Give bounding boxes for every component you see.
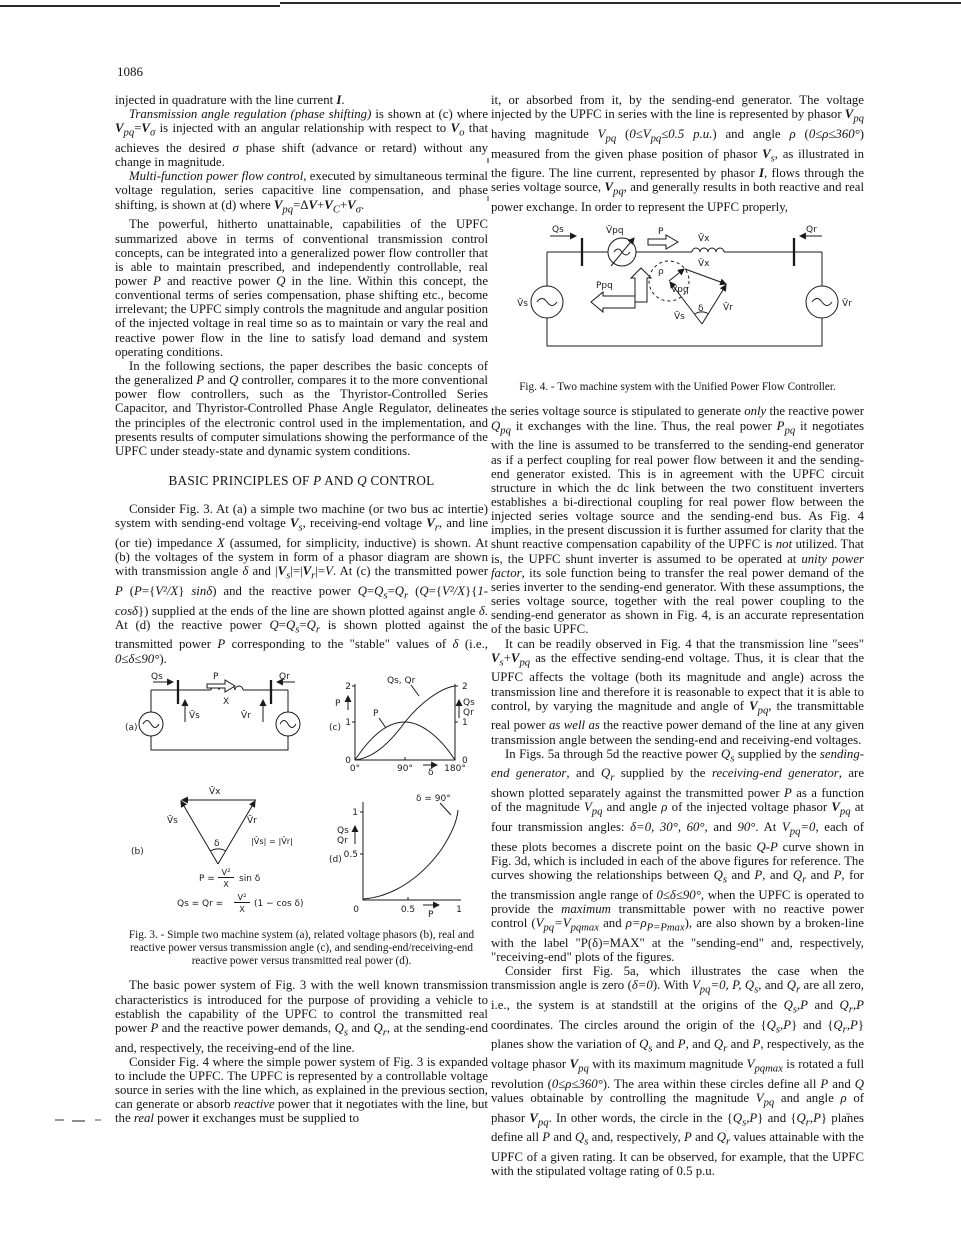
fig3-d-tick: 0.5	[343, 849, 358, 860]
fig4-label-qs: Qs	[551, 225, 564, 236]
figure-4-diagram	[492, 224, 864, 376]
fig3-label-qr: Qr	[278, 671, 290, 682]
fig4-phasor-delta: δ	[697, 304, 704, 315]
fig3-b-formula: P =	[198, 873, 215, 884]
fig3-c-tick: 1	[461, 717, 468, 728]
fig4-phasor-vs: V̄s	[673, 312, 685, 323]
fig3-b-formula: V²	[237, 891, 246, 902]
fig4-label-vx: V̄x	[697, 234, 709, 245]
fig3-b-formula: sin δ	[238, 873, 260, 884]
power-flow-arrow	[207, 680, 235, 692]
fig4-phasor-rho: ρ	[657, 267, 664, 278]
fig3-b-magnitude-note: |V̄s| = |V̄r|	[250, 835, 293, 846]
paragraph: Multi-function power flow control, executed by simultaneous terminal voltage regulation, series capacitive line compensation, and phase shifting, is shown at (d) where $V_{pq}=\Delta V+V_C+V_\sigma$.	[115, 169, 488, 216]
scan-artifact-smudge	[55, 1119, 64, 1121]
paragraph: It can be readily observed in Fig. 4 that the transmission line "sees" $V_s+V_{pq}$ as the effective sending-end voltage. Thus, it is clear that the UPFC affects the voltage (both its magnitude and angle) across the transmission line and therefore it is reasonable to expect that it is able to control, by varying the magnitude and angle of $V_{pq}$, the transmittable real power as well as the reactive power demand of the line at any given transmission angle between the sending-end and receiving-end voltages.	[491, 636, 865, 747]
paragraph: injected in quadrature with the line current I.	[115, 93, 345, 107]
fig4-phasor-vr: V̄r	[722, 303, 733, 314]
fig3-panel-a-circuit	[125, 672, 300, 750]
fig3-b-formula: X	[238, 903, 245, 914]
real-power-arrow	[648, 235, 678, 249]
fig3-b-formula: V²	[221, 866, 230, 877]
figure-3	[115, 672, 488, 969]
fig3-d-xtick: 0.5	[400, 904, 415, 915]
fig3-c-xtick: 90°	[396, 763, 413, 774]
fig3-d-annotation: δ = 90°	[415, 793, 451, 804]
figure-3-diagram	[123, 672, 481, 924]
fig3-d-xtick: 1	[455, 904, 462, 915]
right-column	[491, 93, 864, 1178]
fig3-panel-d-tag: (d)	[328, 854, 342, 865]
paragraph: Consider Fig. 4 where the simple power system of Fig. 3 is expanded to include the UPFC. The UPFC is represented by a controllable voltage source in series with the line which, as explained in the previous section, can generate or absorb reactive power that it negotiates with the line, but the real power it exchanges must be supplied to	[115, 1054, 488, 1126]
fig3-panel-c-plot	[329, 676, 475, 778]
fig3-label-x: X	[222, 696, 229, 707]
figure-4	[491, 224, 864, 394]
fig3-c-xtick: 0°	[349, 763, 360, 774]
paragraph: the series voltage source is stipulated to generate only the reactive power $Q_{pq}$ it exchanges with the line. Thus, the real power $P_{pq}$ it negotiates with the line is assumed to be transferred to the sending-end generator as if a perfect coupling for real power flow between it and the sending-end generator existed. This is in agreement with the UPFC circuit structure in which the dc link between the two constituent inverters establishes a bi-directional coupling for real power flow between the injected series voltage source and the sending-end bus. As Fig. 4 implies, in the present discussion it is further assumed for clarity that the shunt reactive compensation capability of the UPFC is not utilized. That is, the UPFC shunt inverter is assumed to be operated at unity power factor, its sole function being to transfer the real power demand of the series inverter to the sending-end generator. With these assumptions, the series voltage source, together with the real power coupling to the sending-end generator as shown in Fig. 4, is an accurate representation of the basic UPFC.	[491, 404, 864, 637]
fig4-label-p: P	[657, 227, 663, 238]
fig3-c-ylabel-right: Qr	[462, 707, 474, 718]
fig4-label-vpq: V̄pq	[605, 226, 624, 237]
paragraph: it, or absorbed from it, by the sending-end generator. The voltage injected by the UPFC in series with the line is represented by phasor $V_{pq}$ having magnitude $V_{pq}$ ($0\le V_{pq}\le 0.5$ p.u.) and angle ρ (0≤ρ≤360°) measured from the given phase position of phasor $V_s$, as illustrated in the figure. The line current, represented by phasor I, flows through the series voltage source, $V_{pq}$, and generally results in both reactive and real power exchange. In order to represent the UPFC properly,	[491, 93, 864, 215]
fig3-c-curve-label: P	[372, 708, 378, 719]
fig3-c-xtick: 180°	[443, 763, 466, 774]
curve-p	[355, 722, 455, 760]
section-heading: BASIC PRINCIPLES OF P AND Q CONTROL	[168, 473, 435, 488]
fig4-label-vs: V̄s	[516, 299, 528, 310]
scan-artifact-smudge	[72, 1120, 85, 1122]
paragraph: Transmission angle regulation (phase shifting) is shown at (c) where $V_{pq}=V_\sigma$ is injected with an angular relationship with respect to $V_o$ that achieves the desired σ phase shift (advance or retard) without any change in magnitude.	[115, 107, 489, 170]
fig3-panel-a-tag: (a)	[124, 722, 138, 733]
fig4-phasor-vx: V̄x	[697, 259, 709, 270]
page-number: 1086	[117, 64, 143, 79]
fig3-b-label: δ	[213, 838, 220, 849]
paragraph: Consider first Fig. 5a, which illustrates the case when the transmission angle is zero (δ=0). With $V_{pq}=0$, P, $Q_s$, and $Q_r$ are all zero, i.e., the system is at standstill at the origins of the $Q_s,P$ and $Q_r,P$ coordinates. The circles around the origin of the $\{Q_s,P\}$ and $\{Q_r,P\}$ planes show the variation of $Q_s$ and P, and $Q_r$ and P, respectively, as the voltage phasor $V_{pq}$ with its maximum magnitude $V_{pqmax}$ is rotated a full revolution (0≤ρ≤360°). The area within these circles define all P and Q values obtainable by controlling the magnitude $V_{pq}$ and angle ρ of phasor $V_{pq}$. In other words, the circle in the $\{Q_s,P\}$ and $\{Q_r,P\}$ planes define all P and $Q_s$ and, respectively, P and $Q_r$ values attainable with the UPFC of a given rating. It can be observed, for example, that the UPFC with the stipulated voltage rating of 0.5 p.u.	[491, 964, 865, 1179]
fig3-d-tick: 1	[351, 807, 358, 818]
paragraph: The powerful, hitherto unattainable, capabilities of the UPFC summarized above in terms of conventional transmission control concepts, can be integrated into a generalized power flow controller that is able to maintain prescribed, and independently controllable, real power P and reactive power Q in the line. Within this concept, the conventional terms of series compensation, phase shifting etc., become irrelevant; the UPFC simply controls the magnitude and angular position of the injected voltage in real time so as to maintain or vary the real and reactive power flow in the line to satisfy load demand and system operating conditions.	[115, 217, 488, 359]
fig3-c-curve-label: Qs, Qr	[386, 675, 415, 686]
fig3-panel-b-tag: (b)	[130, 846, 144, 857]
left-column	[115, 93, 488, 1125]
curve-qs-qr	[355, 686, 455, 760]
fig3-c-tick: 2	[344, 681, 351, 692]
fig3-b-formula: X	[222, 878, 229, 889]
fig3-d-xlabel: P	[427, 909, 433, 920]
fig3-panel-d-plot	[329, 794, 462, 920]
fig3-label-p: P	[212, 671, 218, 682]
figure-4-caption: Fig. 4. - Two machine system with the Unified Power Flow Controller.	[519, 381, 836, 394]
fig3-b-label: V̄x	[208, 786, 220, 797]
paragraph: Consider Fig. 3. At (a) a simple two machine (or two bus ac intertie) system with sending-end voltage $V_s$, receiving-end voltage $V_r$, and line (or tie) impedance X (assumed, for simplicity, inductive) is shown. At (b) the voltages of the system in form of a phasor diagram are shown with transmission angle δ and $|V_s|=|V_r|=V$. At (c) the transmitted power P (P={V²/X} sinδ) and the reactive power $Q=Q_s=Q_r$ (Q={V²/X}{1-cosδ}) supplied at the ends of the line are shown plotted against angle δ. At (d) the reactive power $Q=Q_s=Q_r$ is shown plotted against the transmitted power P corresponding to the "stable" values of δ (i.e., 0≤δ≤90°).	[115, 502, 489, 666]
fig3-c-ylabel: P	[334, 698, 340, 709]
fig3-d-ylabel: Qs	[336, 825, 349, 836]
curve-q-vs-p	[363, 810, 458, 899]
fig4-label-ppq: Ppq	[595, 281, 613, 292]
fig3-b-formula: Qs = Qr =	[176, 898, 223, 909]
fig3-b-formula: (1 − cos δ)	[253, 898, 304, 909]
paragraph: The basic power system of Fig. 3 with the well known transmission characteristics is introduced for the purpose of providing a vehicle to establish the capability of the UPFC to control the transmitted real power P and the reactive power demands, $Q_s$ and $Q_r$, at the sending-end and, respectively, the receiving-end of the line.	[115, 978, 488, 1055]
fig3-c-tick: 2	[461, 681, 468, 692]
fig3-panel-b-phasors	[131, 785, 304, 914]
figure-3-caption: Fig. 3. - Simple two machine system (a), related voltage phasors (b), real and reactive power versus transmission angle (c), and sending-end/receiving-end reactive power versus transmitted real power (d).	[128, 928, 475, 968]
scan-artifact-smudge	[95, 1119, 101, 1121]
fig3-panel-c-tag: (c)	[328, 722, 341, 733]
fig3-c-ylabel-right: Qs	[462, 697, 475, 708]
paragraph: In Figs. 5a through 5d the reactive power $Q_s$ supplied by the sending-end generator, and $Q_r$ supplied by the receiving-end generator, are shown plotted separately against the transmitted power P as a function of the magnitude $V_{pq}$ and angle ρ of the injected voltage phasor $V_{pq}$ at four transmission angles: δ=0, 30°, 60°, and 90°. At $V_{pq}=0$, each of these plots becomes a discrete point on the basic Q-P curve shown in Fig. 3d, which is included in each of the above figures for reference. The curves showing the relationships between $Q_s$ and P, and $Q_r$ and P, for the transmission angle range of 0≤δ≤90°, when the UPFC is operated to provide the maximum transmittable power with no reactive power control ($V_{pq}=V_{pqmax}$ and $\rho=\rho_{P=Pmax}$), are also shown by a broken-line with the label "P(δ)=MAX" at the "sending-end" and, respectively, "receiving-end" plots of the figures.	[491, 746, 865, 964]
fig3-label-vr: V̄r	[240, 710, 251, 721]
ppq-left-arrow	[591, 292, 635, 312]
scan-artifact-top-edge	[280, 2, 961, 4]
fig3-b-label: V̄r	[246, 815, 257, 826]
fig3-c-tick: 1	[344, 717, 351, 728]
fig4-label-vr: V̄r	[841, 299, 852, 310]
fig3-d-tick: 0	[352, 904, 359, 915]
scan-artifact-top-edge	[0, 5, 280, 7]
fig3-b-label: V̄s	[166, 815, 178, 826]
paragraph: In the following sections, the paper describes the basic concepts of the generalized P and Q controller, compares it to the more conventional power flow controllers, such as the Thyristor-Controlled Series Capacitor, and Thyristor-Controlled Phase Angle Regulator, delineates the principles of the electronic control used in the implementation, and presents results of computer simulations showing the performance of the UPFC under steady-state and dynamic system conditions.	[115, 358, 488, 458]
fig3-d-ylabel: Qr	[336, 835, 348, 846]
fig3-c-tick: 0	[461, 755, 468, 766]
line-inductor	[692, 248, 724, 252]
fig3-label-vs: V̄s	[188, 710, 200, 721]
fig4-phasor-vpq: V̄pq	[670, 285, 689, 296]
fig3-c-xlabel: δ	[427, 767, 434, 778]
fig4-phasor-inset	[649, 258, 733, 325]
fig4-label-qr: Qr	[805, 225, 817, 236]
fig3-label-qs: Qs	[150, 671, 163, 682]
fig3-c-tick: 0	[344, 755, 351, 766]
